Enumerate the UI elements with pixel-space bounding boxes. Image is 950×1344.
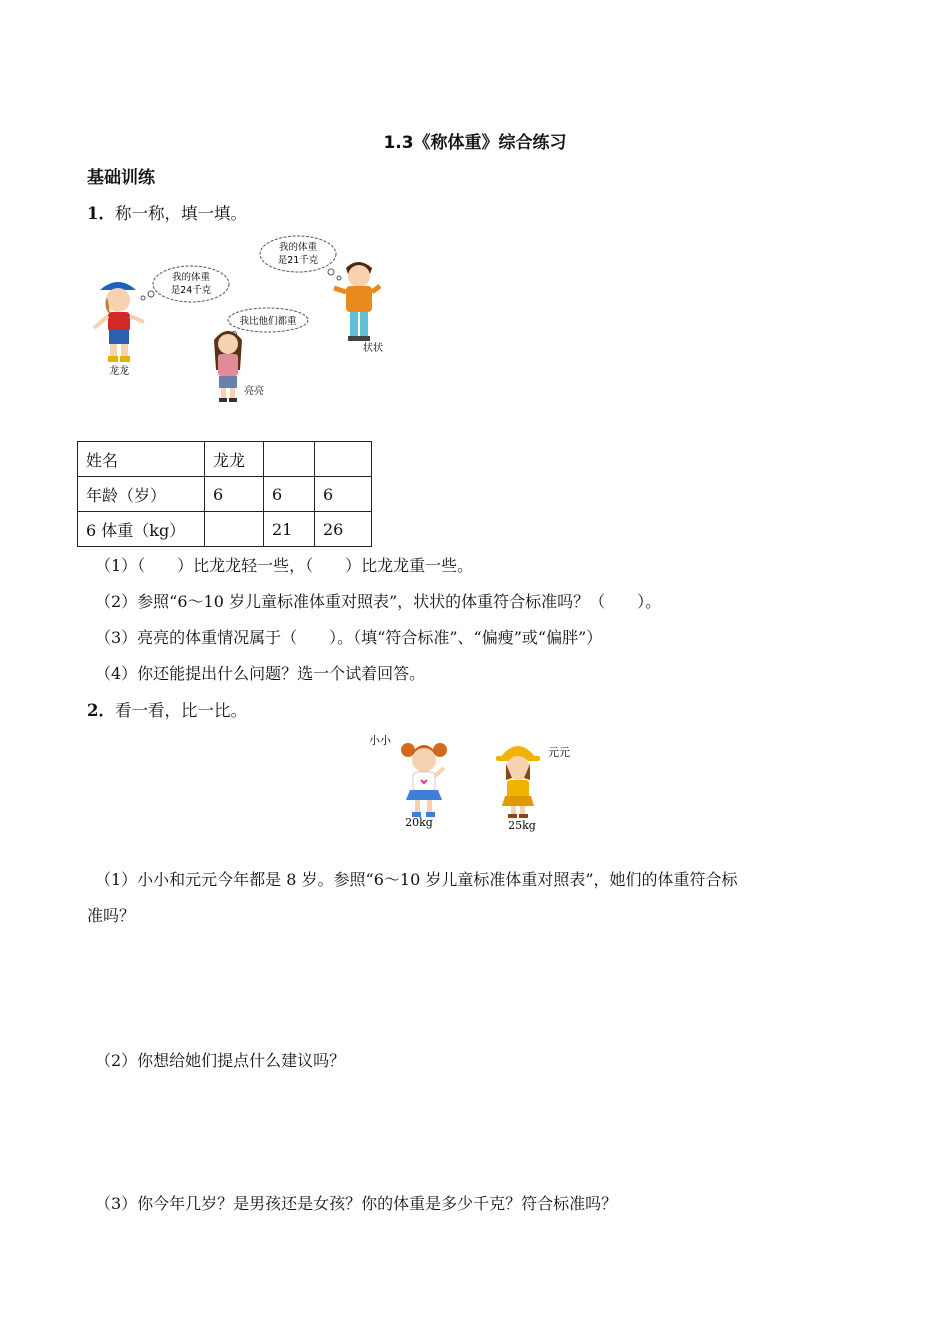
- yuanyuan-caption: 元元: [548, 746, 570, 759]
- liangliang-figure: [214, 331, 242, 402]
- xiaoxiao-figure: [401, 743, 447, 817]
- zhuangzhuang-bubble-line-2: 是21千克: [277, 255, 319, 266]
- table-cell: [205, 512, 264, 547]
- table-cell: 姓名: [78, 442, 205, 477]
- table-cell: 21: [264, 512, 315, 547]
- q2-sub-1-line-1: （1）小小和元元今年都是 8 岁。参照“6～10 岁儿童标准体重对照表”，她们的体重符合标: [95, 870, 738, 889]
- weighing-illustration: [88, 230, 398, 410]
- girls-illustration: [364, 728, 584, 836]
- question-1-text: 称一称，填一填。: [114, 204, 247, 223]
- q1-sub-2: （2）参照“6～10 岁儿童标准体重对照表”，状状的体重符合标准吗？（ ）。: [95, 592, 662, 611]
- table-row: [78, 477, 372, 512]
- liangliang-bubble: [228, 308, 308, 337]
- q1-sub-1: （1）（ ）比龙龙轻一些，（ ）比龙龙重一些。: [95, 556, 474, 575]
- table-cell: 龙龙: [205, 442, 264, 477]
- table-cell: 26: [315, 512, 372, 547]
- longlong-bubble-line-2: 是24千克: [170, 285, 212, 296]
- table-cell: 6 体重（kg）: [78, 512, 205, 547]
- question-2-text: 看一看，比一比。: [114, 701, 247, 720]
- q1-sub-3: （3）亮亮的体重情况属于（ ）。（填“符合标准”、“偏瘦”或“偏胖”）: [95, 628, 603, 647]
- table-row: [78, 512, 372, 547]
- question-1-number: 1．: [87, 204, 115, 223]
- info-table: [77, 441, 372, 547]
- q2-sub-2: （2）你想给她们提点什么建议吗？: [95, 1051, 346, 1070]
- longlong-figure: [94, 276, 144, 362]
- yuanyuan-weight: 25kg: [508, 819, 536, 832]
- q2-sub-3: （3）你今年几岁？是男孩还是女孩？你的体重是多少千克？符合标准吗？: [95, 1194, 618, 1213]
- table-row: [78, 442, 372, 477]
- page-title: 1.3《称体重》综合练习: [383, 133, 567, 153]
- table-cell: 6: [264, 477, 315, 512]
- longlong-bubble-line-1: 我的体重: [171, 272, 211, 283]
- q1-sub-4: （4）你还能提出什么问题？选一个试着回答。: [95, 664, 426, 683]
- zhuangzhuang-bubble-line-1: 我的体重: [278, 242, 318, 253]
- liangliang-bubble-text: 我比他们都重: [239, 316, 297, 327]
- zhuangzhuang-caption: 状状: [363, 343, 383, 354]
- q2-sub-1-line-2: 准吗？: [87, 906, 136, 925]
- table-cell: [315, 442, 372, 477]
- section-heading: 基础训练: [87, 168, 155, 188]
- question-2-heading: [87, 697, 247, 721]
- liangliang-caption: 亮亮: [244, 386, 264, 397]
- table-cell: 6: [205, 477, 264, 512]
- table-cell: [264, 442, 315, 477]
- longlong-caption: 龙龙: [109, 366, 129, 377]
- yuanyuan-figure: [496, 746, 540, 818]
- question-2-number: 2．: [87, 701, 115, 720]
- zhuangzhuang-figure: [334, 262, 380, 341]
- longlong-bubble: [141, 266, 229, 302]
- xiaoxiao-caption: 小小: [369, 734, 391, 747]
- zhuangzhuang-bubble: [260, 236, 341, 280]
- xiaoxiao-weight: 20kg: [405, 816, 433, 829]
- question-1-heading: [87, 200, 247, 224]
- table-cell: 年龄（岁）: [78, 477, 205, 512]
- table-cell: 6: [315, 477, 372, 512]
